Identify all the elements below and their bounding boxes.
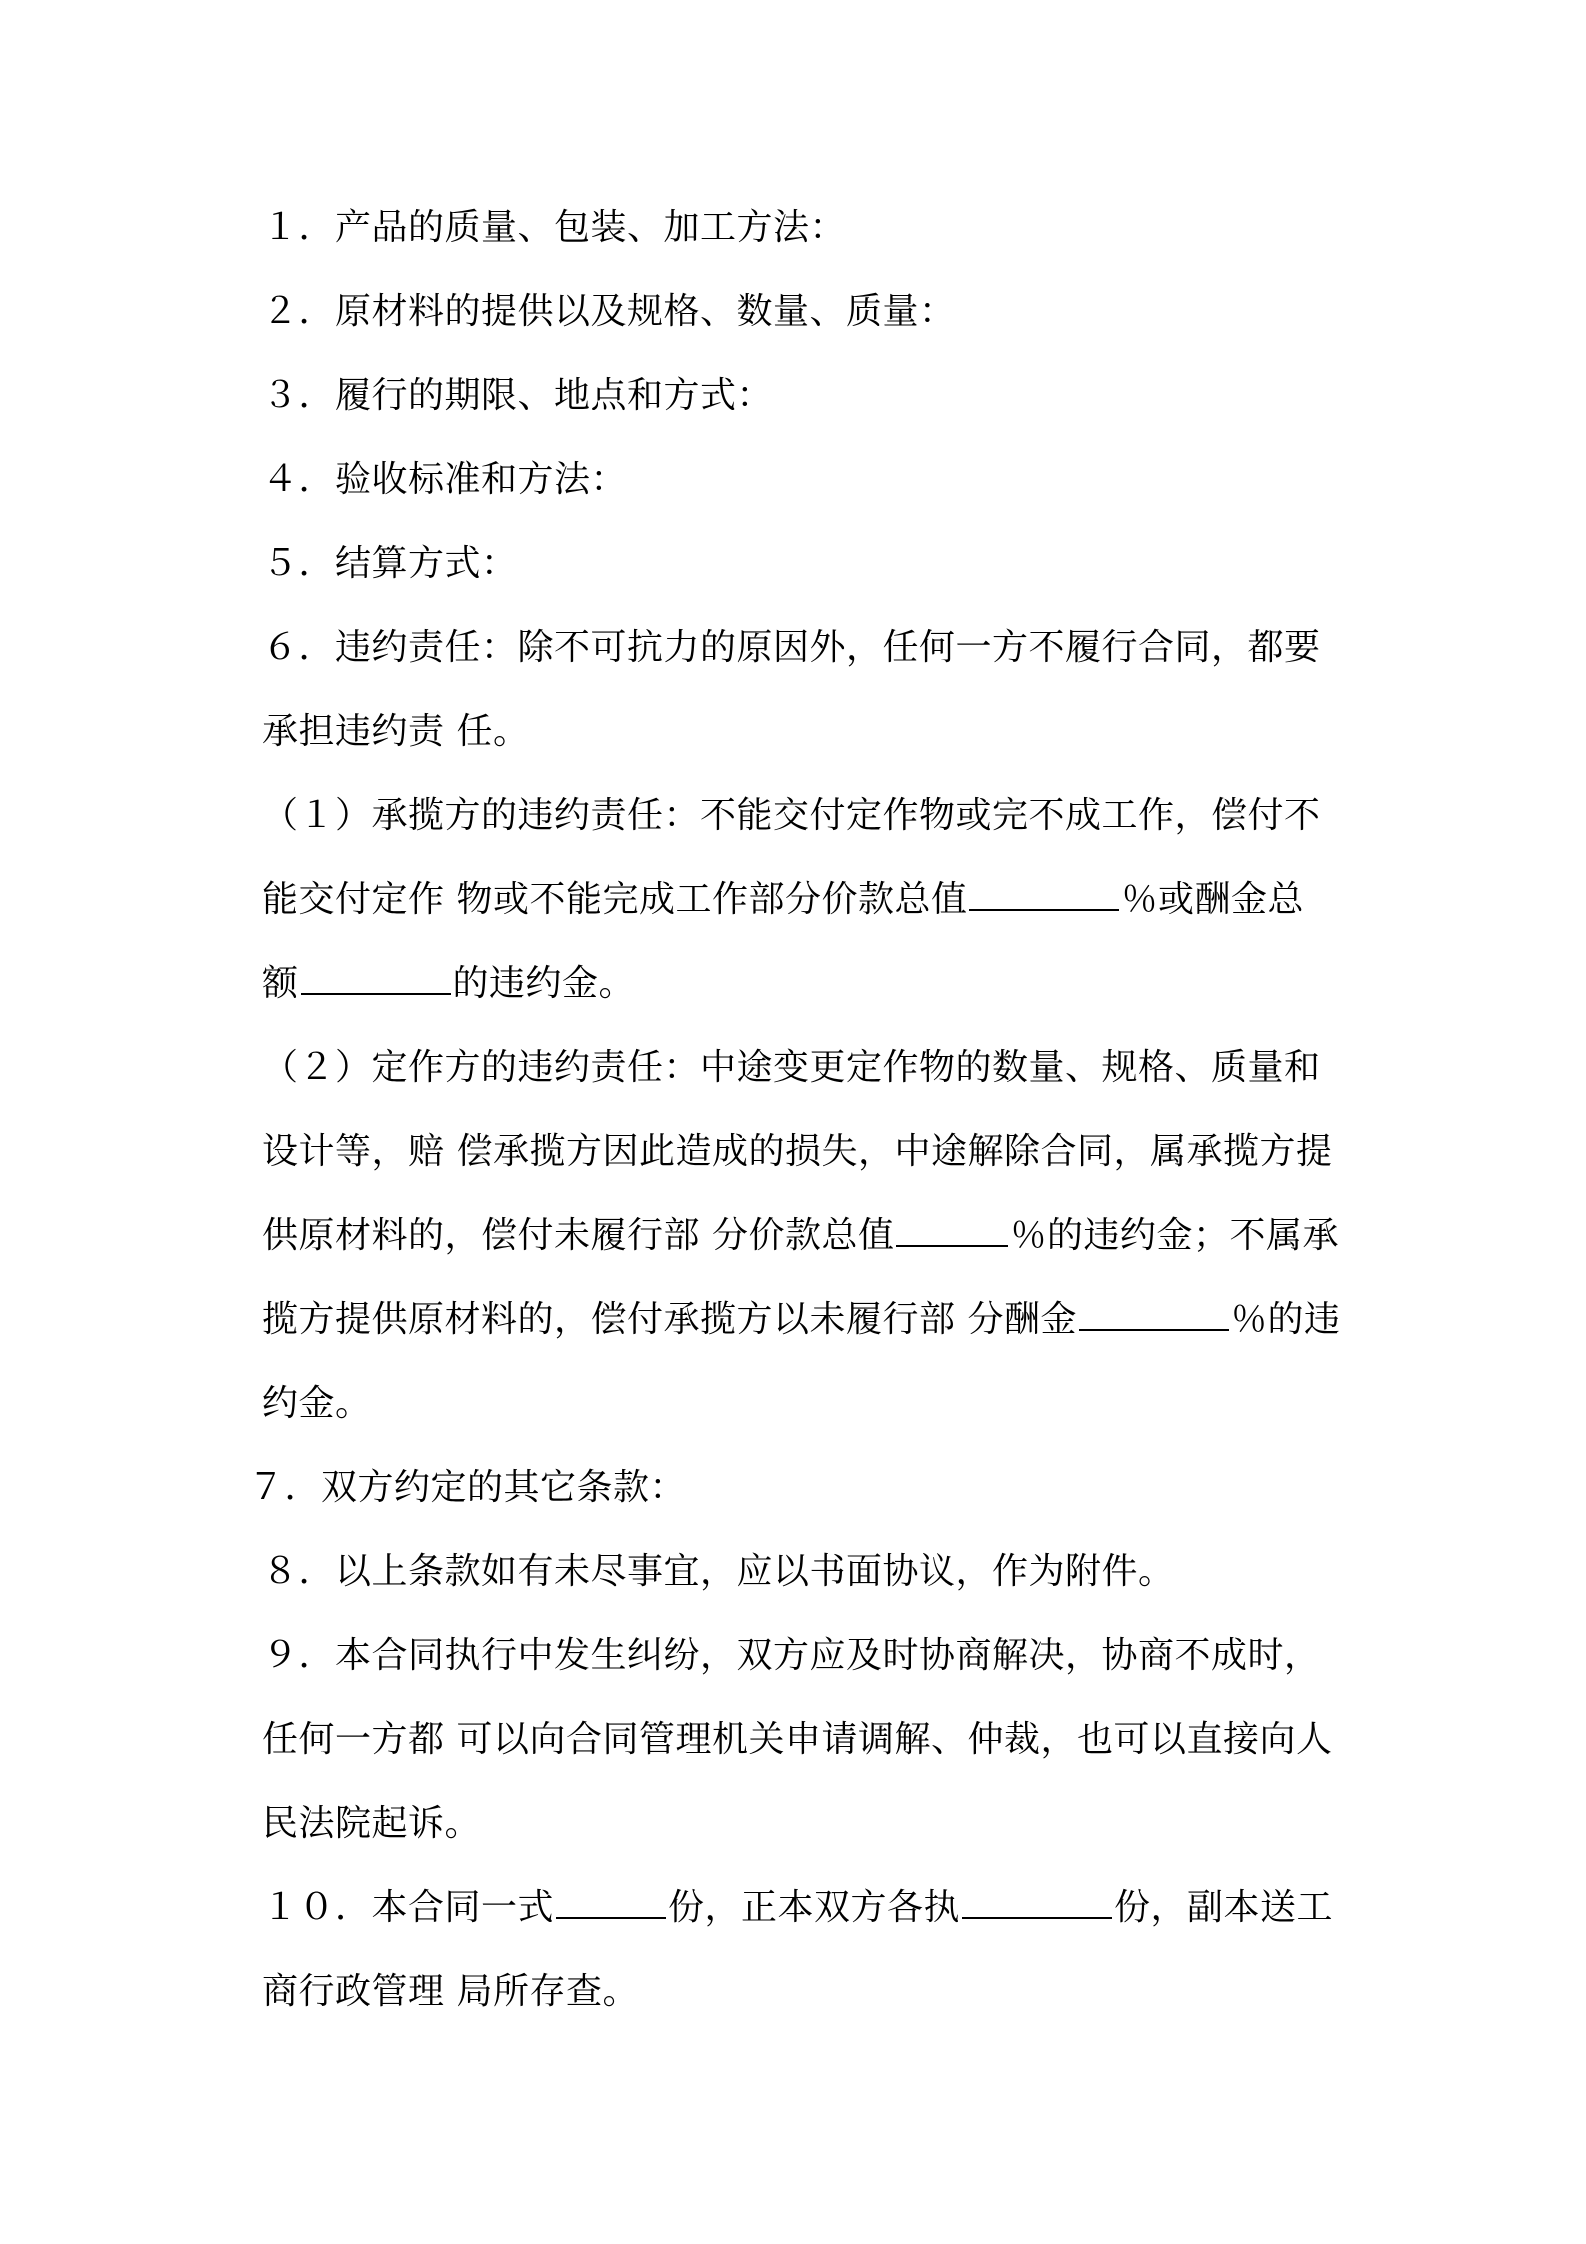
clause-6-2-line-2 [262,1122,1362,1182]
clause-10-text-1: １０．本合同一式 [262,1887,555,1928]
clause-6-2-line-3 [262,1206,1362,1266]
clause-6-1-text-3: ％或酬金总 [1121,879,1304,920]
clause-9-text-1: ９．本合同执行中发生纠纷，双方应及时协商解决，协商不成时， [262,1635,1321,1676]
clause-4-text: ４．验收标准和方法： [262,459,628,500]
clause-7 [248,1458,1348,1518]
blank-field[interactable] [1079,1295,1229,1331]
clause-9-text-2: 任何一方都 可以向合同管理机关申请调解、仲裁，也可以直接向人 [262,1719,1333,1760]
clause-6-1-line-2 [262,870,1362,930]
clause-6-1-text-1: （１）承揽方的违约责任：不能交付定作物或完不成工作，偿付不 [262,795,1321,836]
clause-6-2-text-6: ％的违 [1230,1299,1341,1340]
clause-6-2-text-5: 揽方提供原材料的，偿付承揽方以未履行部 分酬金 [262,1299,1077,1340]
clause-6-1-text-5: 的违约金。 [452,963,636,1004]
clause-6-text-1: ６．违约责任：除不可抗力的原因外，任何一方不履行合同，都要 [262,627,1321,668]
clause-3 [262,366,1362,426]
clause-5 [262,534,1362,594]
blank-field[interactable] [896,1211,1008,1247]
clause-6-2-text-3: 供原材料的，偿付未履行部 分价款总值 [262,1215,895,1256]
blank-field[interactable] [301,959,451,995]
clause-5-text: ５．结算方式： [262,543,518,584]
clause-6-2-line-1 [262,1038,1362,1098]
clause-3-text: ３．履行的期限、地点和方式： [262,375,774,416]
clause-6-line-2 [262,702,1362,762]
clause-7-text: ７．双方约定的其它条款： [248,1467,687,1508]
clause-10-text-2: 份，正本双方各执 [668,1887,961,1928]
clause-6-text-2: 承担违约责 任。 [262,711,530,752]
clause-8 [262,1542,1362,1602]
clause-6-2-line-5 [262,1374,1362,1434]
clause-6-2-line-4 [262,1290,1362,1350]
clause-1-text: １．产品的质量、包装、加工方法： [262,207,847,248]
clause-10-text-4: 商行政管理 局所存查。 [262,1971,639,2012]
clause-6-line-1 [262,618,1362,678]
clause-6-2-text-2: 设计等，赔 偿承揽方因此造成的损失，中途解除合同，属承揽方提 [262,1131,1333,1172]
clause-2-text: ２．原材料的提供以及规格、数量、质量： [262,291,956,332]
clause-4 [262,450,1362,510]
clause-6-1-text-4: 额 [262,963,299,1004]
blank-field[interactable] [556,1883,666,1919]
clause-6-2-text-7: 约金。 [262,1383,372,1424]
clause-1 [262,198,1362,258]
clause-6-2-text-1: （２）定作方的违约责任：中途变更定作物的数量、规格、质量和 [262,1047,1321,1088]
clause-6-1-line-3 [262,954,1362,1014]
clause-6-1-line-1 [262,786,1362,846]
clause-10-text-3: 份，副本送工 [1114,1887,1334,1928]
clause-10-line-1 [262,1878,1362,1938]
clause-9-line-2 [262,1710,1362,1770]
clause-9-line-1 [262,1626,1362,1686]
blank-field[interactable] [969,875,1119,911]
clause-6-2-text-4: ％的违约金；不属承 [1010,1215,1339,1256]
clause-9-line-3 [262,1794,1362,1854]
blank-field[interactable] [962,1883,1112,1919]
clause-2 [262,282,1362,342]
clause-8-text: ８．以上条款如有未尽事宜，应以书面协议，作为附件。 [262,1551,1175,1592]
clause-6-1-text-2: 能交付定作 物或不能完成工作部分价款总值 [262,879,968,920]
clause-9-text-3: 民法院起诉。 [262,1803,482,1844]
clause-10-line-2 [262,1962,1362,2022]
